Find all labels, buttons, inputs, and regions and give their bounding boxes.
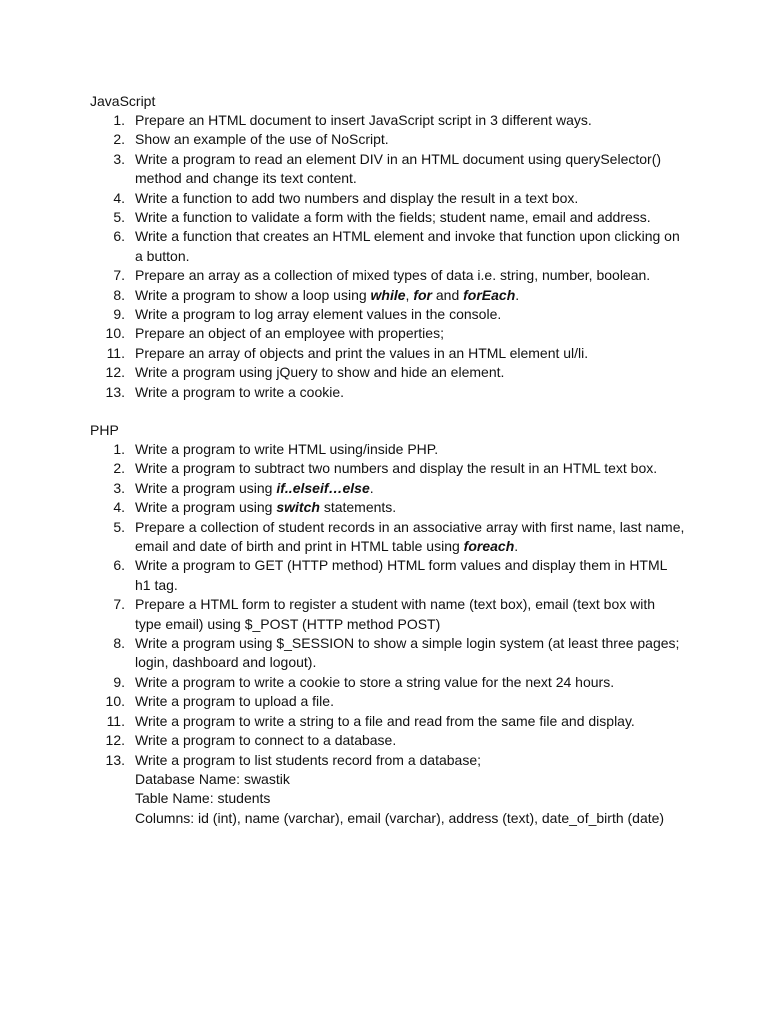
javascript-task-list (90, 111, 690, 402)
list-item-number: 1. (113, 441, 125, 457)
list-item-number: 10. (105, 693, 125, 710)
list-item-text: type email) using $_POST (HTTP method POST) (135, 615, 441, 632)
list-item-text: Write a program using switch statements. (135, 499, 397, 516)
list-item-number: 8. (113, 286, 125, 303)
list-item-text: Write a program to show a loop using while, for and forEach. (135, 286, 520, 303)
list-item-number: 10. (105, 325, 125, 342)
list-item-text: Columns: id (int), name (varchar), email (varchar), address (text), date_of_birth (date) (135, 809, 665, 826)
list-item-text: Write a program to log array element values in the console. (135, 306, 502, 323)
list-item-text: Show an example of the use of NoScript. (135, 131, 389, 148)
list-item-text: Write a program to connect to a database. (135, 732, 397, 749)
list-item-text: Prepare an HTML document to insert JavaScript script in 3 different ways. (135, 112, 592, 128)
list-item-number: 4. (113, 189, 125, 206)
list-item-number: 11. (106, 344, 125, 361)
list-item-number: 8. (113, 635, 125, 652)
list-item-text: Write a program to list students record from a database; (135, 751, 482, 768)
list-item-text: Write a program to write a string to a file and read from the same file and display. (135, 712, 635, 729)
list-item (90, 266, 690, 285)
list-item-number: 6. (113, 557, 125, 574)
list-item (90, 111, 690, 130)
list-item-number: 9. (113, 306, 125, 323)
list-item-number: 2. (113, 460, 125, 477)
list-item (90, 208, 690, 227)
list-item (90, 189, 690, 208)
list-item (90, 227, 690, 266)
list-item-text: Write a program to read an element DIV in an HTML document using querySelector() (135, 150, 662, 167)
list-item-number: 7. (113, 267, 125, 284)
list-item (90, 324, 690, 343)
list-item-number: 12. (105, 732, 125, 749)
list-item-text: Write a function that creates an HTML element and invoke that function upon clicking on (135, 228, 680, 245)
list-item-number: 3. (113, 150, 125, 167)
list-item (90, 692, 690, 711)
list-item-text: Write a program to write a cookie to store a string value for the next 24 hours. (135, 673, 615, 690)
list-item-text: email and date of birth and print in HTML table using foreach. (135, 538, 519, 555)
list-item-number: 2. (113, 131, 125, 148)
list-item-text: Write a program to upload a file. (135, 693, 334, 710)
list-item (90, 459, 690, 478)
list-item-text: Write a program to GET (HTTP method) HTML form values and display them in HTML (135, 557, 668, 574)
list-item-text: Database Name: swastik (135, 770, 290, 787)
emphasized-keyword: if..elseif…else (276, 479, 370, 496)
list-item-text: Write a program to subtract two numbers and display the result in an HTML text box. (135, 460, 658, 477)
list-item (90, 556, 690, 595)
list-item (90, 440, 690, 459)
list-item-number: 12. (105, 364, 125, 381)
list-item (90, 518, 690, 557)
php-task-list (90, 440, 690, 828)
list-item-text: Write a program using $_SESSION to show a simple login system (at least three pages; (135, 635, 680, 652)
list-item-text: Write a program using if..elseif…else. (135, 479, 374, 496)
list-item (90, 363, 690, 382)
emphasized-keyword: for (413, 286, 432, 303)
list-item-number: 9. (113, 673, 125, 690)
list-item-number: 13. (105, 383, 125, 400)
list-item-text: Prepare an array of objects and print the values in an HTML element ul/li. (135, 344, 589, 361)
list-item-number: 7. (113, 596, 125, 613)
list-item-text: Write a function to validate a form with the fields; student name, email and address. (135, 209, 651, 226)
list-item (90, 150, 690, 189)
list-item (90, 479, 690, 498)
list-item (90, 595, 690, 634)
list-item (90, 498, 690, 517)
list-item-text: a button. (135, 247, 190, 264)
list-item-number: 1. (113, 112, 125, 128)
list-item-number: 5. (113, 209, 125, 226)
list-item-text: Write a program using jQuery to show and hide an element. (135, 364, 505, 381)
list-item-text: Write a program to write HTML using/inside PHP. (135, 441, 439, 457)
list-item-text: Prepare a collection of student records in an associative array with first name, last name, (135, 518, 685, 535)
list-item-text: Prepare an object of an employee with properties; (135, 325, 444, 342)
list-item-number: 6. (113, 228, 125, 245)
list-item (90, 673, 690, 692)
list-item-number: 13. (105, 751, 125, 768)
list-item-text: Table Name: students (135, 790, 271, 807)
section-title-php: PHP (90, 422, 119, 438)
list-item-text: Write a function to add two numbers and display the result in a text box. (135, 189, 579, 206)
list-item (90, 751, 690, 829)
list-item (90, 286, 690, 305)
emphasized-keyword: foreach (463, 538, 515, 555)
list-item (90, 731, 690, 750)
list-item-text: h1 tag. (135, 576, 178, 593)
list-item (90, 383, 690, 402)
section-title-javascript: JavaScript (90, 93, 156, 109)
list-item-text: Prepare an array as a collection of mixed types of data i.e. string, number, boolean. (135, 267, 651, 284)
list-item-text: Write a program to write a cookie. (135, 383, 345, 400)
list-item (90, 712, 690, 731)
list-item (90, 305, 690, 324)
list-item-number: 11. (106, 712, 125, 729)
list-item-text: method and change its text content. (135, 170, 357, 187)
list-item-number: 3. (113, 479, 125, 496)
list-item-text: login, dashboard and logout). (135, 654, 317, 671)
emphasized-keyword: forEach (463, 286, 516, 303)
emphasized-keyword: switch (276, 499, 320, 516)
list-item-number: 5. (113, 518, 125, 535)
emphasized-keyword: while (370, 286, 406, 303)
list-item-number: 4. (113, 499, 125, 516)
list-item (90, 130, 690, 149)
list-item (90, 344, 690, 363)
list-item-text: Prepare a HTML form to register a student with name (text box), email (text box with (135, 596, 656, 613)
list-item (90, 634, 690, 673)
